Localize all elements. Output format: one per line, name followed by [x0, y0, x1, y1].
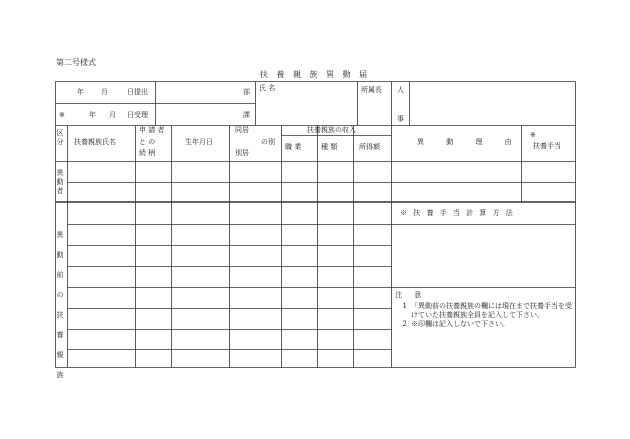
notes: [395, 291, 573, 329]
col-cohab-1: 同居: [235, 126, 249, 134]
col-cohab-3: 別居: [235, 149, 249, 157]
header-personnel-2: 事: [397, 115, 404, 123]
note-text: ※印欄は記入しないで下さい。: [411, 320, 509, 328]
note-item: [395, 320, 573, 329]
header-department: 部: [243, 88, 250, 96]
header-month-2: 月: [109, 111, 116, 119]
col-income-group: 扶養親族の収入: [307, 126, 356, 134]
col-cohab-2: の別: [261, 138, 275, 146]
col-income-amount: 所得額: [359, 143, 380, 151]
header-year: 年: [77, 88, 84, 96]
header-mark: ※: [59, 111, 65, 119]
form-number: 第二号様式: [56, 58, 96, 67]
col-reason: 異 動 理 由: [417, 138, 522, 146]
header-submitted: 日提出: [127, 88, 148, 96]
header-received: 日受理: [127, 111, 148, 119]
notes-heading: 注 意: [395, 291, 427, 299]
col-relation-1: 申 請 者: [139, 126, 165, 134]
col-birthdate: 生年月日: [185, 138, 213, 146]
header-year-2: 年: [89, 111, 96, 119]
note-number: 2: [402, 320, 407, 328]
note-item: [395, 302, 573, 320]
header-office-head: 所属長: [361, 86, 382, 94]
col-occupation: 職 業: [285, 143, 302, 151]
dependent-change-form: [55, 81, 576, 379]
header-personnel-1: 人: [397, 86, 404, 94]
note-text: 「異動前の扶養親族の欄には現在まで扶養手当を受けていた扶養親族全員を記入して下さい。: [411, 302, 572, 319]
col-relation-2: と の: [139, 138, 156, 146]
section-changed-person: 異動者: [56, 169, 64, 195]
col-relation-3: 続 柄: [139, 149, 156, 157]
col-allowance-mark: ※: [530, 131, 536, 139]
header-section: 課: [243, 111, 250, 119]
col-type: 種 類: [321, 143, 338, 151]
col-dependent-name: 扶養親族氏名: [74, 138, 116, 146]
col-category: 区分: [56, 129, 64, 146]
section-before-change: 異動前の扶養親族: [56, 231, 64, 379]
calc-method-title: ※ 扶 養 手 当 計 算 方 法: [400, 209, 515, 217]
header-name-label: 氏 名: [259, 84, 276, 92]
header-month: 月: [101, 88, 108, 96]
note-number: 1: [402, 302, 407, 310]
col-allowance: 扶養手当: [533, 142, 561, 150]
form-title: 扶 養 親 族 異 動 届: [259, 70, 371, 79]
